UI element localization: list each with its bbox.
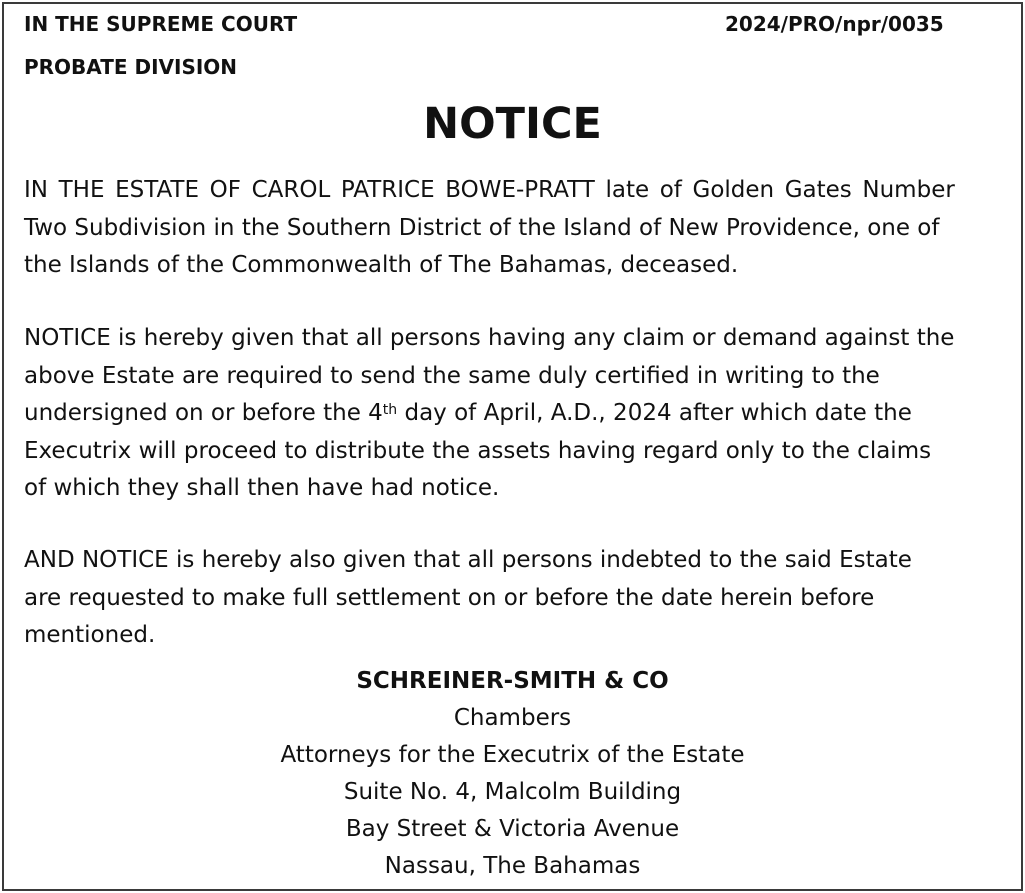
- signature-block: [0, 663, 1025, 885]
- firm-chambers: Chambers: [453, 705, 572, 731]
- claims-line-1: NOTICE is hereby given that all persons having any claim or demand against the: [24, 325, 955, 351]
- ordinal-suffix: th: [382, 402, 398, 418]
- estate-line-2: Two Subdivision in the Southern District of the Island of New Providence, one of: [24, 214, 940, 241]
- case-number: 2024/PRO/npr/0035: [725, 12, 944, 36]
- address-line-2: Bay Street & Victoria Avenue: [345, 816, 680, 842]
- estate-line-1: IN THE ESTATE OF CAROL PATRICE BOWE-PRATT late of Golden Gates Number: [24, 177, 955, 203]
- address-line-3: Nassau, The Bahamas: [384, 853, 641, 879]
- address-line-1: Suite No. 4, Malcolm Building: [343, 779, 682, 805]
- estate-line-3: the Islands of the Commonwealth of The Bahamas, deceased.: [24, 252, 739, 278]
- firm-role: Attorneys for the Executrix of the Estate: [280, 742, 745, 768]
- settlement-line-2: are requested to make full settlement on or before the date herein before: [24, 584, 875, 611]
- firm-name: SCHREINER-SMITH & CO: [356, 668, 669, 694]
- court-name: IN THE SUPREME COURT: [24, 12, 298, 36]
- claims-line-5: of which they shall then have had notice.: [24, 475, 500, 501]
- claims-paragraph: [24, 320, 1002, 508]
- settlement-line-1: AND NOTICE is hereby also given that all persons indebted to the said Estate: [24, 547, 912, 573]
- claims-line-4: Executrix will proceed to distribute the assets having regard only to the claims: [24, 437, 932, 464]
- estate-paragraph: [24, 172, 1002, 285]
- settlement-paragraph: [24, 542, 1002, 655]
- settlement-line-3: mentioned.: [24, 622, 156, 648]
- claims-line-3-start: undersigned on or before the 4: [24, 400, 383, 426]
- court-division: PROBATE DIVISION: [24, 55, 238, 79]
- notice-title: NOTICE: [423, 99, 602, 149]
- claims-line-3-end: day of April, A.D., 2024 after which date the: [397, 400, 912, 426]
- claims-line-3: [24, 395, 1002, 433]
- claims-line-2: above Estate are required to send the same duly certified in writing to the: [24, 362, 880, 389]
